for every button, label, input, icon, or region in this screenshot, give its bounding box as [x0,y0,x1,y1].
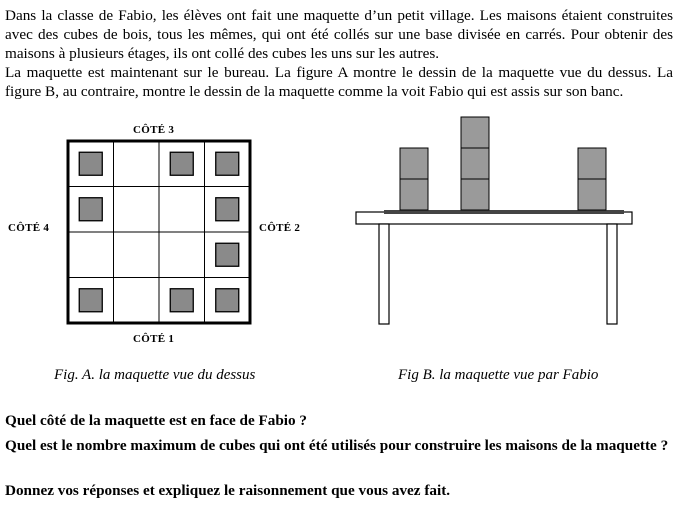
cube-front [461,148,489,179]
table-leg-left [379,224,389,324]
cube-top [216,243,239,266]
cube-stacks [400,117,606,210]
model-base [384,210,624,214]
cube-top [79,152,102,175]
table-leg-right [607,224,617,324]
cube-front [461,179,489,210]
cube-front [578,148,606,179]
cube-top [216,152,239,175]
figure-a-caption: Fig. A. la maquette vue du dessus [54,367,256,383]
figure-b-front-view [354,115,644,327]
figure-a-top-view [66,139,252,325]
cube-front [400,179,428,210]
cube-front [578,179,606,210]
cube-top [79,289,102,312]
cube-top [170,289,193,312]
cube-top [216,198,239,221]
question-1: Quel côté de la maquette est en face de Fabio ? [5,412,307,429]
cube-top [216,289,239,312]
cube-front [461,117,489,148]
side-2-label: CÔTÉ 2 [259,222,301,234]
cube-front [400,148,428,179]
cube-top [79,198,102,221]
intro-paragraph-2: La maquette est maintenant sur le bureau. La figure A montre le dessin de la maquette vue du dessus. La figure B, au contraire, montre le dessin de la maquette comme la voit Fabio qui est assis sur son banc. [5,64,673,100]
figure-b-caption: Fig B. la maquette vue par Fabio [398,367,599,383]
cube-top [170,152,193,175]
instruction: Donnez vos réponses et expliquez le raisonnement que vous avez fait. [5,482,451,499]
side-4-label: CÔTÉ 4 [8,222,50,234]
intro-paragraph: Dans la classe de Fabio, les élèves ont fait une maquette d’un petit village. Les maisons étaient construites avec des cubes de bois, tous les mêmes, qui ont été collés sur une base divisée en carrés. Pour obtenir des maisons à plusieurs étages, ils ont collé des cubes les uns sur les autres. [5,7,673,62]
side-3-label: CÔTÉ 3 [133,124,175,136]
question-2: Quel est le nombre maximum de cubes qui ont été utilisés pour construire les maisons de la maquette ? [5,437,669,454]
side-1-label: CÔTÉ 1 [133,333,175,345]
